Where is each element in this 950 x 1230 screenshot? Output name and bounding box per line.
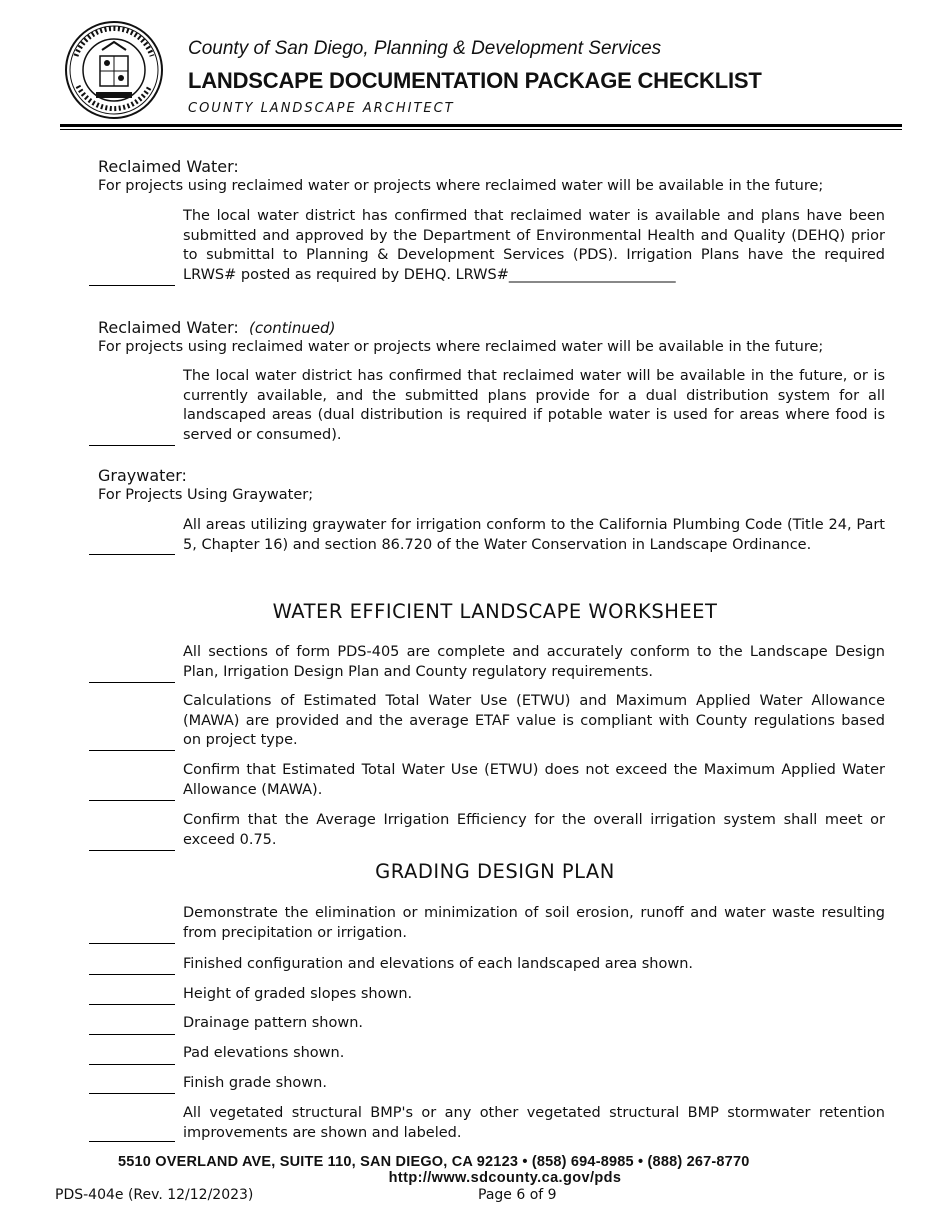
form-id: PDS-404e (Rev. 12/12/2023) xyxy=(55,1187,254,1203)
reclaimed-water-subheading: For projects using reclaimed water or projects where reclaimed water will be available in the future; xyxy=(98,178,824,194)
section-heading-text: Reclaimed Water: xyxy=(98,318,239,337)
reclaimed-water-continued-subheading: For projects using reclaimed water or projects where reclaimed water will be available in the future; xyxy=(98,339,824,355)
page-title: LANDSCAPE DOCUMENTATION PACKAGE CHECKLIST xyxy=(188,68,762,93)
checklist-blank[interactable] xyxy=(89,1141,175,1142)
checklist-item-text: Confirm that the Average Irrigation Efficiency for the overall irrigation system shall meet or exceed 0.75. xyxy=(183,812,885,848)
checklist-blank[interactable] xyxy=(89,750,175,751)
grading-heading: GRADING DESIGN PLAN xyxy=(375,860,615,883)
footer-address: 5510 OVERLAND AVE, SUITE 110, SAN DIEGO, CA 92123 • (858) 694-8985 • (888) 267-8770 xyxy=(118,1154,750,1170)
checklist-item-text: All vegetated structural BMP's or any other vegetated structural BMP stormwater retention improvements are shown and labeled. xyxy=(183,1105,885,1141)
checklist-item-text: All sections of form PDS-405 are complete and accurately conform to the Landscape Design Plan, Irrigation Design Plan and County regulatory requirements. xyxy=(183,644,885,680)
page-number: Page 6 of 9 xyxy=(478,1187,557,1203)
checklist-blank[interactable] xyxy=(89,850,175,851)
checklist-item-text: Finished configuration and elevations of each landscaped area shown. xyxy=(183,956,694,972)
worksheet-heading: WATER EFFICIENT LANDSCAPE WORKSHEET xyxy=(272,600,718,623)
checklist-item-text: Height of graded slopes shown. xyxy=(183,986,413,1002)
checklist-blank[interactable] xyxy=(89,943,175,944)
reclaimed-water-heading: Reclaimed Water: xyxy=(98,157,239,176)
checklist-item-text: Confirm that Estimated Total Water Use (ETWU) does not exceed the Maximum Applied Water Allowance (MAWA). xyxy=(183,762,885,798)
checklist-blank[interactable] xyxy=(89,554,175,555)
checklist-item-text: The local water district has confirmed that reclaimed water will be available in the future, or is currently available, and the submitted plans provide for a dual distribution system for all landscaped areas (dual distribution is required if potable water is used for areas where food is served or consumed). xyxy=(183,368,885,443)
continued-label: (continued) xyxy=(248,319,336,337)
checklist-item-text: Demonstrate the elimination or minimization of soil erosion, runoff and water waste resulting from precipitation or irrigation. xyxy=(183,905,885,941)
checklist-blank[interactable] xyxy=(89,682,175,683)
checklist-item-text: Drainage pattern shown. xyxy=(183,1015,364,1031)
checklist-blank[interactable] xyxy=(89,445,175,446)
graywater-heading: Graywater: xyxy=(98,466,187,485)
checklist-blank[interactable] xyxy=(89,800,175,801)
county-name: County of San Diego, Planning & Development Services xyxy=(188,38,662,59)
header-divider-thin xyxy=(60,129,902,130)
reclaimed-water-continued-heading xyxy=(98,318,335,337)
checklist-blank[interactable] xyxy=(89,974,175,975)
county-seal-icon xyxy=(62,20,166,120)
checklist-item-text: The local water district has confirmed that reclaimed water is available and plans have been submitted and approved by the Department of Environmental Health and Quality (DEHQ) prior to submittal to Planning & Development Services (PDS). Irrigation Plans have the required LRWS# posted as required by DEHQ. LRWS#_______________________ xyxy=(183,208,885,283)
checklist-item-text: Pad elevations shown. xyxy=(183,1045,345,1061)
checklist-blank[interactable] xyxy=(89,1093,175,1094)
graywater-subheading: For Projects Using Graywater; xyxy=(98,487,314,503)
checklist-blank[interactable] xyxy=(89,1034,175,1035)
checklist-blank[interactable] xyxy=(89,285,175,286)
checklist-blank[interactable] xyxy=(89,1064,175,1065)
checklist-item-text: All areas utilizing graywater for irrigation conform to the California Plumbing Code (Title 24, Part 5, Chapter 16) and section 86.720 of the Water Conservation in Landscape Ordinance. xyxy=(183,517,885,553)
footer-url[interactable]: http://www.sdcounty.ca.gov/pds xyxy=(388,1170,622,1186)
page-subtitle: COUNTY LANDSCAPE ARCHITECT xyxy=(188,101,455,116)
header-divider xyxy=(60,124,902,127)
checklist-item-text: Calculations of Estimated Total Water Use (ETWU) and Maximum Applied Water Allowance (MAWA) are provided and the average ETAF value is compliant with County regulations based on project type. xyxy=(183,693,885,749)
checklist-blank[interactable] xyxy=(89,1004,175,1005)
checklist-item-text: Finish grade shown. xyxy=(183,1075,327,1091)
